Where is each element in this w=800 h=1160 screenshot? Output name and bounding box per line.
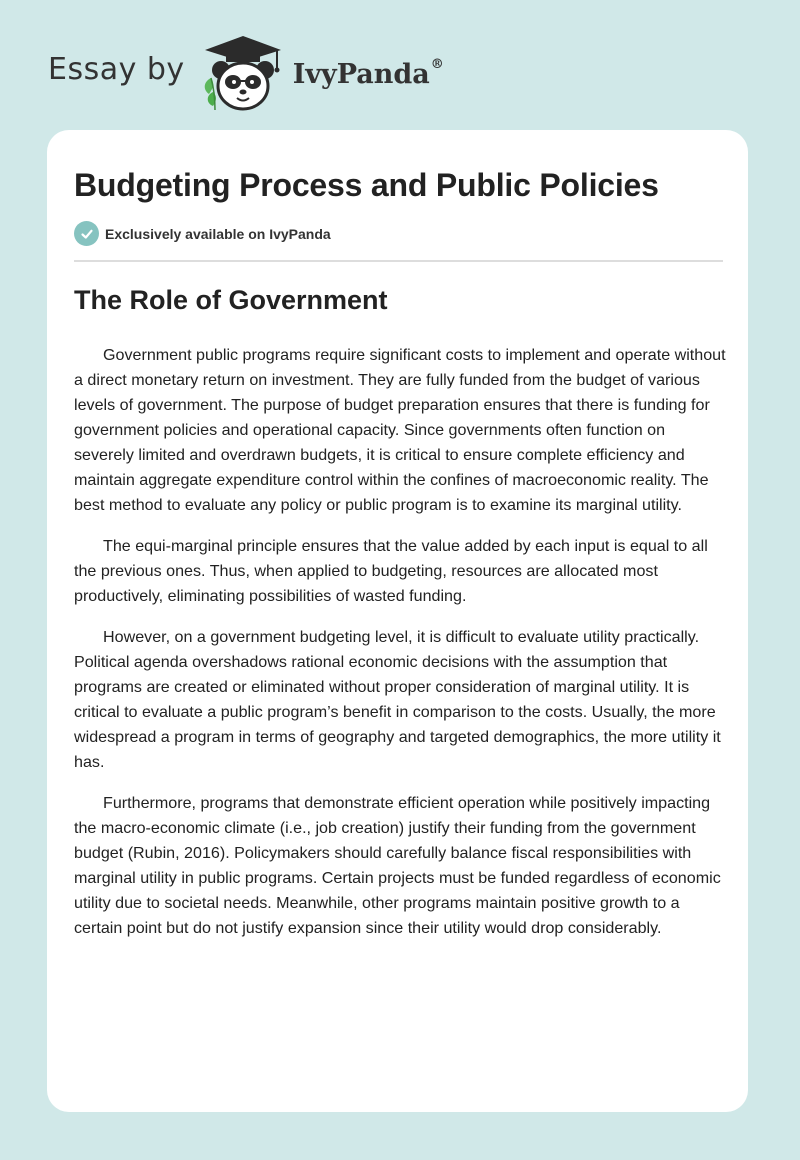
essay-by-label: Essay by <box>48 51 185 87</box>
checkmark-icon <box>74 221 99 246</box>
essay-card <box>47 130 748 1112</box>
paragraph: Government public programs require significant costs to implement and operate without a direct monetary return on investment. They are fully funded from the budget of various levels of government. The purpose of budget preparation ensures that there is funding for government policies and operational capacity. Since governments often function on severely limited and overdrawn budgets, it is critical to ensure complete efficiency and maintain aggregate expenditure control within the confines of macroeconomic reality. The best method to evaluate any policy or public program is to examine its marginal utility. <box>74 346 726 514</box>
paragraph: However, on a government budgeting level, it is difficult to evaluate utility practically. Political agenda overshadows rational economic decisions with the assumption that programs are created or eliminated without proper consideration of marginal utility. It is critical to evaluate a public program’s benefit in comparison to the costs. Usually, the more widespread a program in terms of geography and targeted demographics, the more utility it has. <box>74 628 721 771</box>
brand-name[interactable] <box>292 56 444 90</box>
panda-graduate-logo-icon[interactable] <box>197 30 289 114</box>
registered-mark: ® <box>430 56 444 72</box>
site-header <box>48 30 444 114</box>
exclusive-label: Exclusively available on IvyPanda <box>105 225 331 242</box>
essay-body <box>74 343 726 957</box>
divider <box>74 260 723 262</box>
paragraph: Furthermore, programs that demonstrate efficient operation while positively impacting the macro-economic climate (i.e., job creation) justify their funding from the government budget (Rubin, 2016). Policymakers should carefully balance fiscal responsibilities with marginal utility in public programs. Certain projects must be funded regardless of economic utility due to societal needs. Meanwhile, other programs maintain positive growth to a certain point but do not justify expansion since their utility would drop considerably. <box>74 794 721 937</box>
brand-text: IvyPanda <box>292 58 430 90</box>
page-title: Budgeting Process and Public Policies <box>74 167 659 203</box>
exclusive-badge <box>74 221 331 246</box>
paragraph: The equi-marginal principle ensures that the value added by each input is equal to all the previous ones. Thus, when applied to budgeting, resources are allocated most productively, eliminating possibilities of wasted funding. <box>74 537 708 605</box>
section-heading: The Role of Government <box>74 285 388 315</box>
